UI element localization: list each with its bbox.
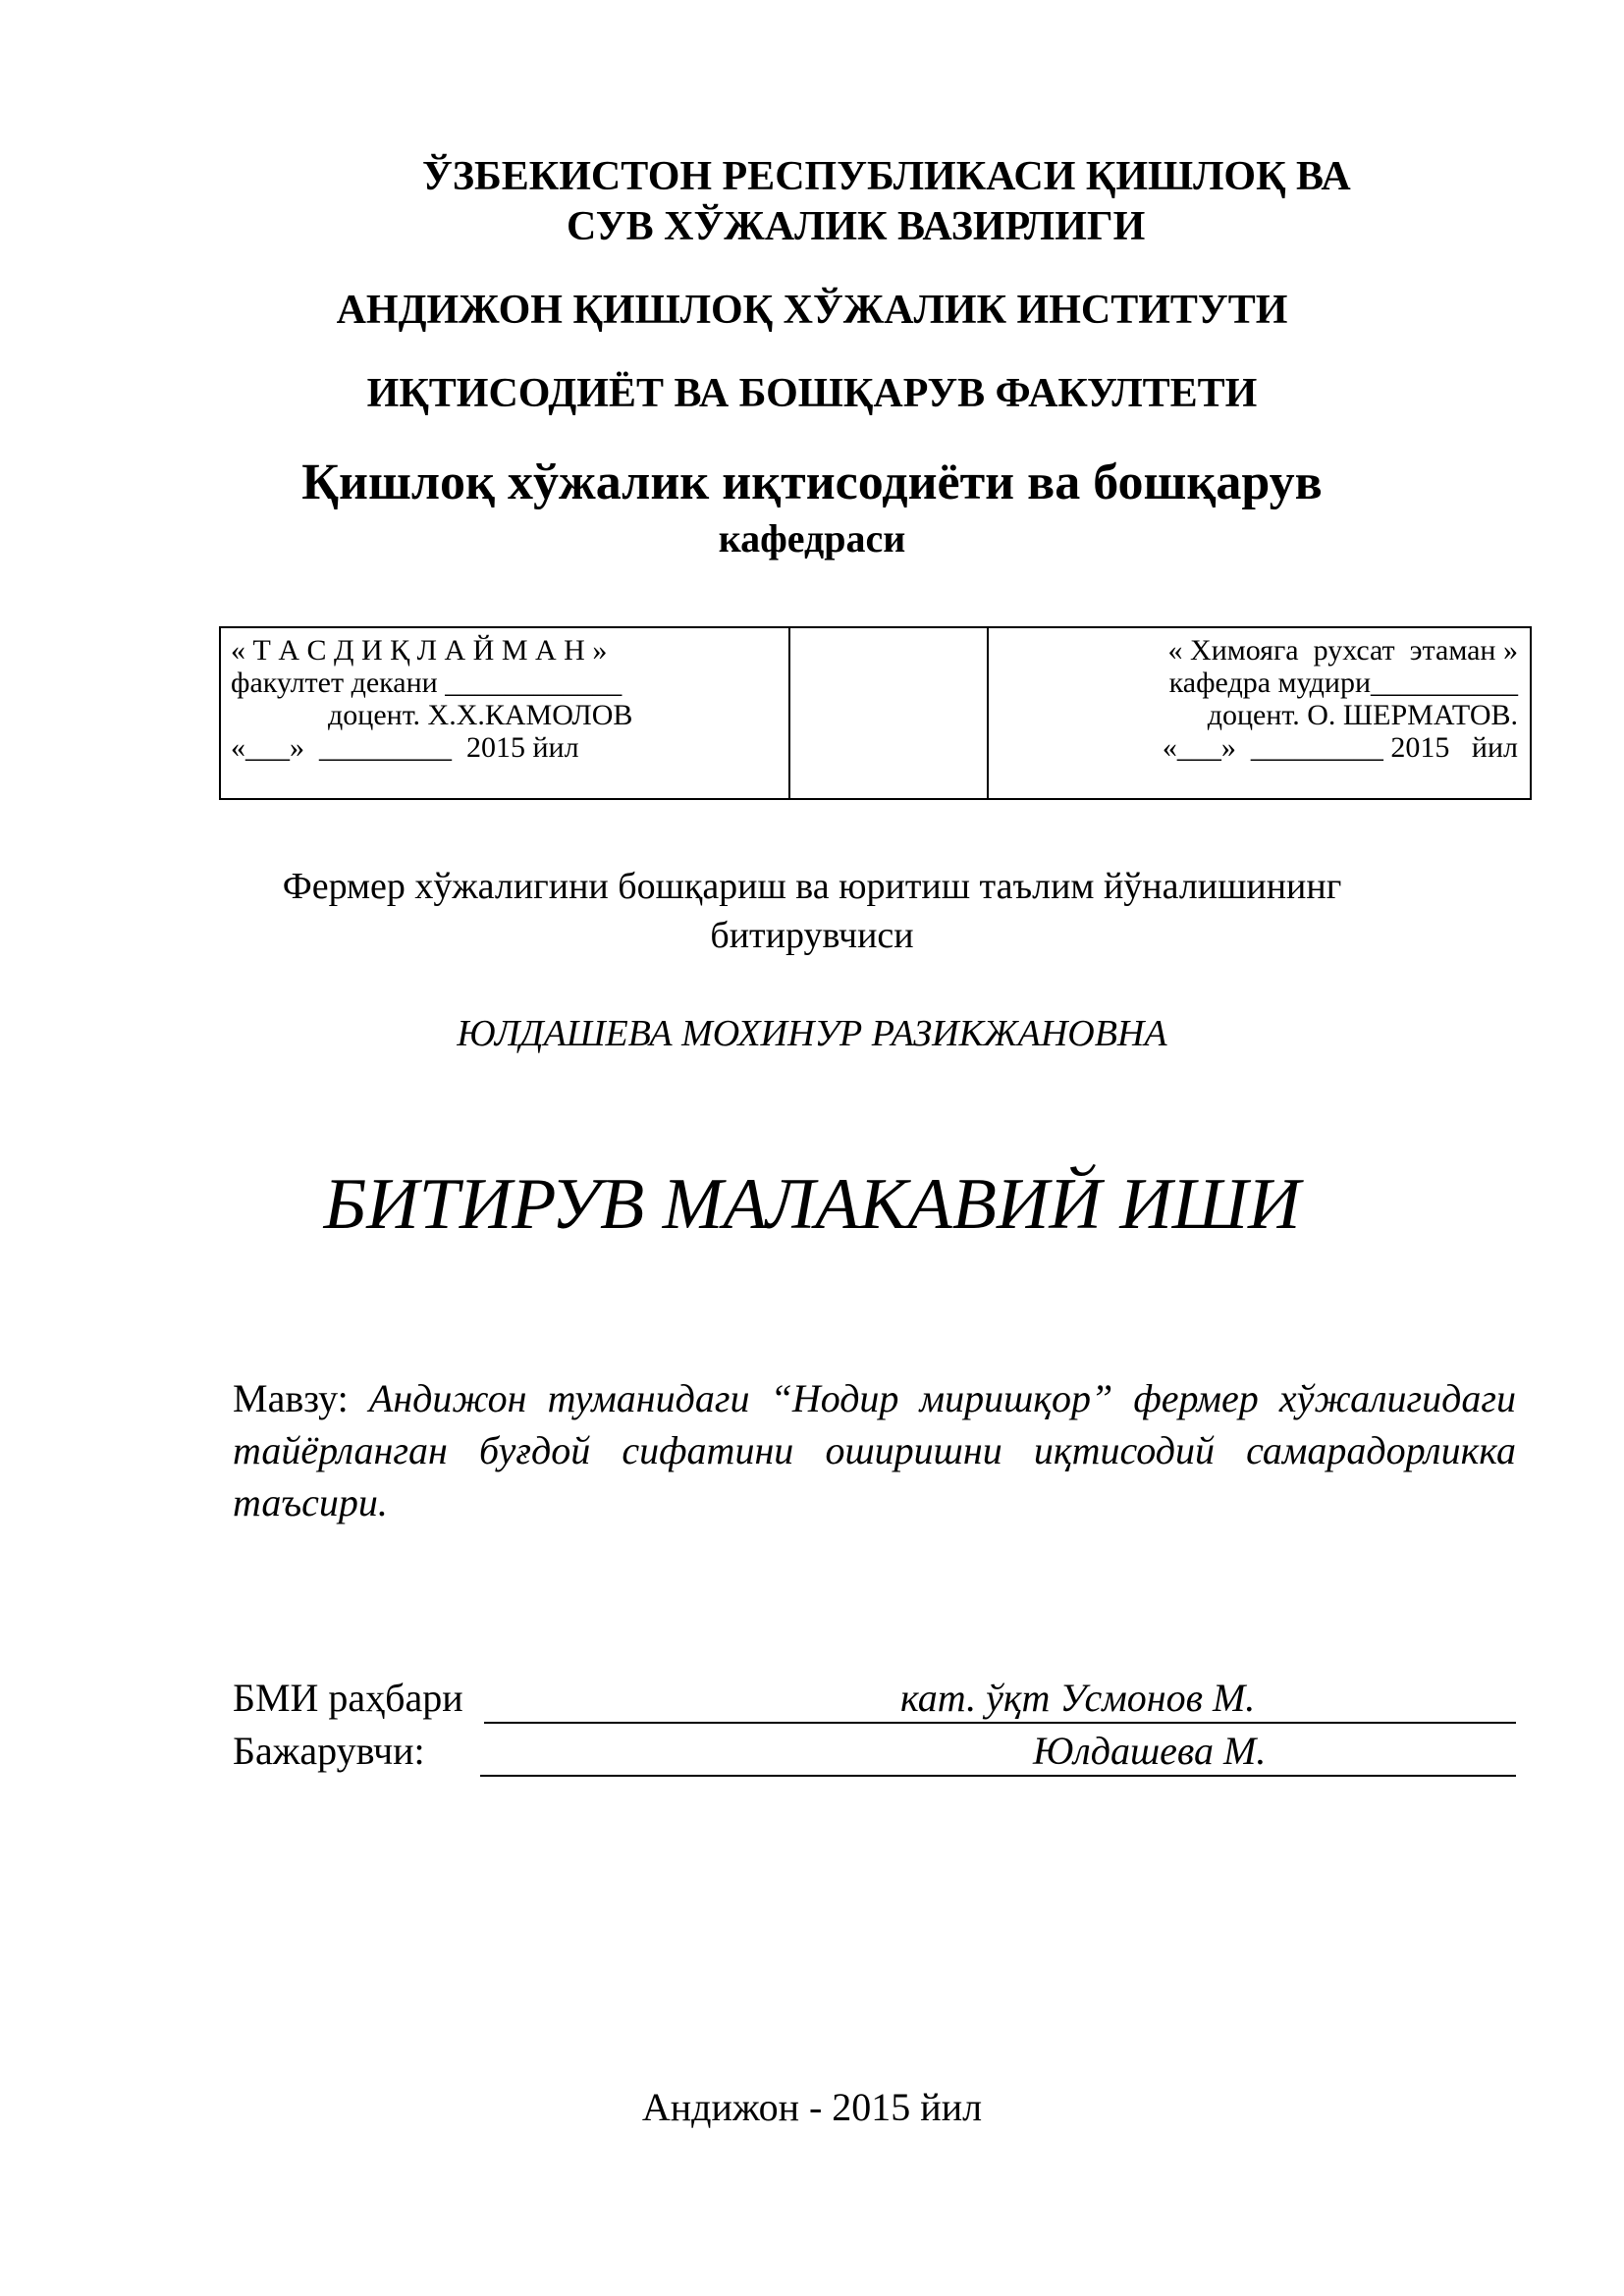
dean-name: доцент. Х.Х.КАМОЛОВ — [328, 699, 633, 731]
executor-label: Бажарувчи: — [233, 1729, 425, 1773]
executor-signature-line — [480, 1775, 1516, 1777]
faculty-title: ИҚТИСОДИЁТ ВА БОШҚАРУВ ФАКУЛТЕТИ — [366, 371, 1258, 416]
institute-title: АНДИЖОН ҚИШЛОҚ ХЎЖАЛИК ИНСТИТУТИ — [336, 288, 1288, 333]
topic-paragraph — [233, 1372, 1516, 1528]
head-title: кафедра мудири__________ — [1168, 667, 1518, 699]
dean-date: «___» _________ 2015 йил — [231, 731, 579, 764]
study-direction-line2: битирувчиси — [710, 915, 914, 956]
approval-table — [219, 626, 1532, 800]
executor-name: Юлдашева М. — [1033, 1729, 1267, 1773]
work-title: БИТИРУВ МАЛАКАВИЙ ИШИ — [323, 1164, 1301, 1245]
dean-approval-cell — [221, 628, 790, 798]
dean-title: факултет декани ____________ — [231, 667, 623, 699]
supervisor-signature-row — [233, 1675, 1516, 1724]
executor-signature-row — [233, 1728, 1516, 1777]
department-title: Қишлоқ хўжалик иқтисодиёти ва бошқарув — [301, 454, 1323, 510]
topic-text: Андижон туманидаги “Нодир миришқор” фермер хўжалигидаги тайёрланган буғдой сифатини оширишни иқтисодий самарадорликка таъсири. — [233, 1376, 1517, 1524]
student-name: ЮЛДАШЕВА МОХИНУР РАЗИКЖАНОВНА — [457, 1013, 1167, 1054]
supervisor-name: кат. ўқт Усмонов М. — [900, 1676, 1256, 1720]
topic-label: Мавзу: — [233, 1376, 349, 1420]
place-and-year: Андижон - 2015 йил — [641, 2085, 983, 2129]
study-direction-line1: Фермер хўжалигини бошқариш ва юритиш таълим йўналишининг — [282, 866, 1342, 907]
approval-heading: « Т А С Д И Қ Л А Й М А Н » — [231, 634, 608, 667]
supervisor-signature-line — [484, 1722, 1516, 1724]
head-date: «___» _________ 2015 йил — [1162, 731, 1518, 764]
ministry-title-line1: ЎЗБЕКИСТОН РЕСПУБЛИКАСИ ҚИШЛОҚ ВА — [422, 154, 1351, 199]
department-subtitle: кафедраси — [718, 516, 906, 561]
head-name: доцент. О. ШЕРМАТОВ. — [1207, 699, 1518, 731]
supervisor-label: БМИ раҳбари — [233, 1676, 463, 1720]
head-permission-cell — [989, 628, 1532, 798]
permission-heading: « Химояга рухсат этаман » — [1167, 634, 1518, 667]
ministry-title-line2: СУВ ХЎЖАЛИК ВАЗИРЛИГИ — [567, 204, 1146, 249]
empty-cell — [790, 628, 989, 798]
